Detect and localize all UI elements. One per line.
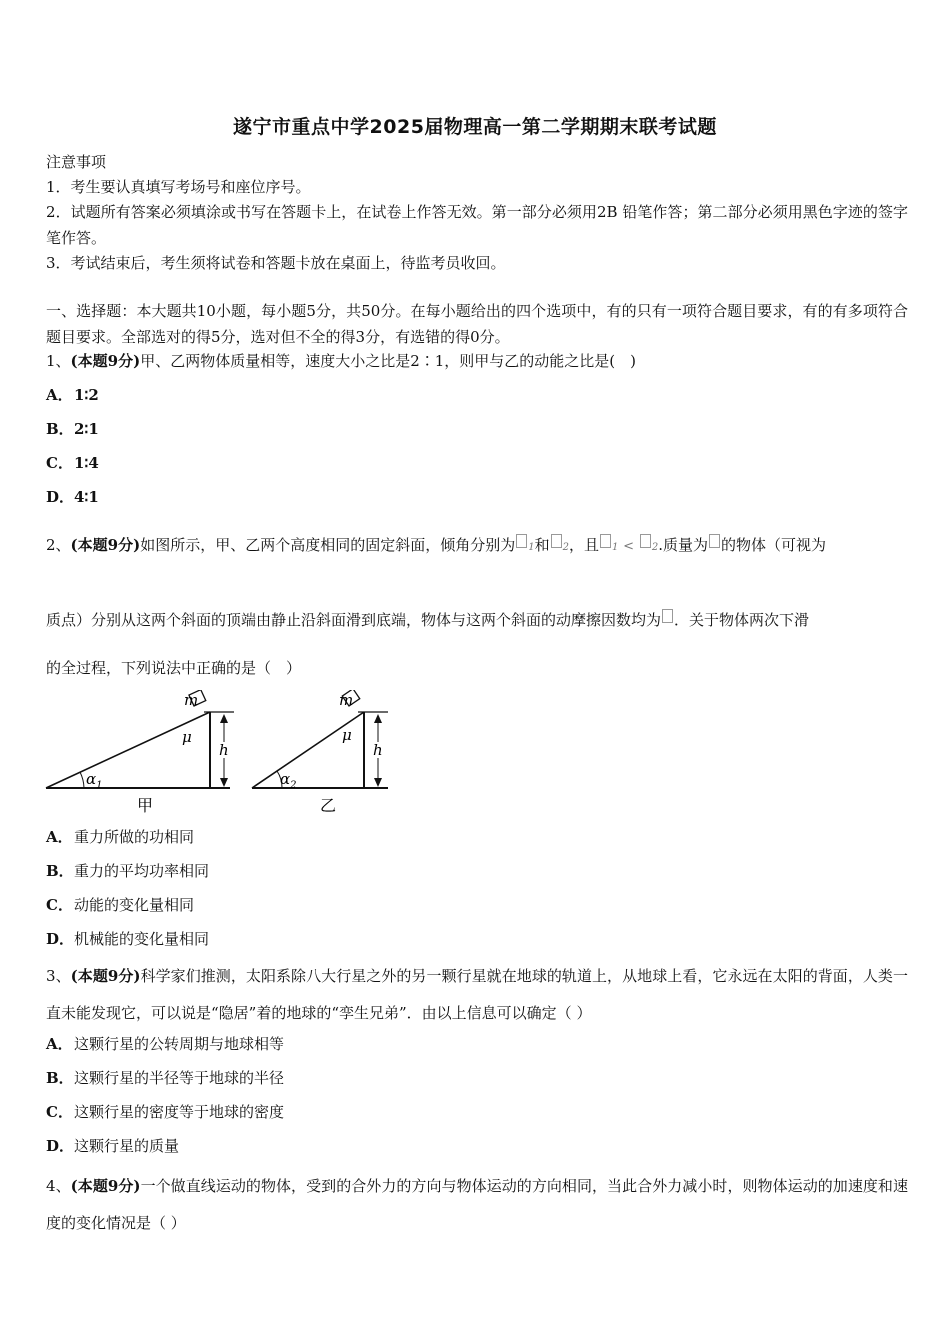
subscript: 2 bbox=[651, 542, 659, 553]
page-title: 遂宁市重点中学2025届物理高一第二学期期末联考试题 bbox=[233, 116, 717, 138]
question-number: 1、 bbox=[46, 352, 71, 370]
arrow-head-up bbox=[374, 714, 382, 723]
question-text: 科学家们推测，太阳系除八大行星之外的另一颗行星就在地球的轨道上，从地球上看，它永远在太阳的背面，人类一直未能发现它，可以说是“隐居”着的地球的“孪生兄弟”．由以上信息可以确定（ ） bbox=[46, 967, 908, 1022]
question-2-stem-line-1 bbox=[46, 534, 826, 559]
option-text: 这颗行星的公转周期与地球相等 bbox=[74, 1035, 285, 1053]
question-2-stem-line-3: 的全过程，下列说法中正确的是（ ） bbox=[46, 659, 302, 677]
question-3-option-c[interactable] bbox=[46, 1101, 284, 1123]
option-label: A． bbox=[46, 828, 73, 846]
option-label: A． bbox=[46, 1035, 73, 1053]
question-2-stem-line-2 bbox=[46, 609, 809, 631]
option-text: 重力所做的功相同 bbox=[74, 828, 195, 846]
question-3-stem bbox=[46, 958, 908, 1032]
question-3-option-b[interactable] bbox=[46, 1067, 284, 1089]
option-label: A． bbox=[46, 386, 73, 404]
question-tag: (本题9分) bbox=[70, 536, 141, 554]
option-text: 重力的平均功率相同 bbox=[74, 862, 210, 880]
question-1-option-a[interactable] bbox=[46, 384, 99, 406]
option-label: C． bbox=[46, 896, 73, 914]
question-1-stem bbox=[46, 350, 636, 372]
height-label: h bbox=[373, 741, 383, 759]
option-text: 2∶1 bbox=[74, 420, 99, 438]
notice-item-2: 2．试题所有答案必须填涂或书写在答题卡上，在试卷上作答无效。第一部分必须用2B 铅笔作答；第二部分必须用黑色字迹的签字笔作答。 bbox=[46, 203, 908, 247]
option-text: 4∶1 bbox=[74, 488, 99, 506]
option-text: 这颗行星的质量 bbox=[74, 1137, 180, 1155]
question-2-option-d[interactable] bbox=[46, 928, 209, 950]
figure-label-right: 乙 bbox=[320, 796, 337, 815]
option-label: D． bbox=[46, 930, 75, 948]
option-text: 1∶2 bbox=[74, 386, 99, 404]
question-text: 和 bbox=[534, 536, 550, 554]
option-label: C． bbox=[46, 1103, 73, 1121]
alpha-symbol-placeholder bbox=[551, 534, 562, 548]
question-2-option-a[interactable] bbox=[46, 826, 194, 848]
option-label: C． bbox=[46, 454, 73, 472]
alpha-symbol-placeholder bbox=[600, 534, 611, 548]
question-2-option-c[interactable] bbox=[46, 894, 194, 916]
question-text: 一个做直线运动的物体，受到的合外力的方向与物体运动的方向相同，当此合外力减小时，则物体运动的加速度和速度的变化情况是（ ） bbox=[46, 1177, 908, 1232]
mass-label: m bbox=[339, 691, 354, 709]
question-4-stem bbox=[46, 1168, 908, 1242]
question-tag: (本题9分) bbox=[70, 967, 141, 985]
option-text: 这颗行星的密度等于地球的密度 bbox=[74, 1103, 285, 1121]
question-number: 2、 bbox=[46, 536, 71, 554]
mass-symbol-placeholder bbox=[709, 534, 720, 548]
option-label: B． bbox=[46, 420, 74, 438]
question-1-option-d[interactable] bbox=[46, 486, 99, 508]
incline-figure bbox=[44, 690, 394, 818]
alpha-symbol-placeholder bbox=[516, 534, 527, 548]
subscript: 2 bbox=[562, 542, 569, 553]
option-label: B． bbox=[46, 1069, 74, 1087]
option-text: 动能的变化量相同 bbox=[74, 896, 195, 914]
alpha-symbol-placeholder bbox=[640, 534, 651, 548]
question-1-option-c[interactable] bbox=[46, 452, 99, 474]
option-label: B． bbox=[46, 862, 74, 880]
incline-right bbox=[252, 690, 388, 815]
question-1-option-b[interactable] bbox=[46, 418, 99, 440]
mu-symbol-placeholder bbox=[662, 609, 673, 623]
question-tag: (本题9分) bbox=[70, 1177, 141, 1195]
notice-item-1: 1．考生要认真填写考场号和座位序号。 bbox=[46, 178, 311, 196]
question-text: ，且 bbox=[568, 536, 599, 554]
incline-left-slope bbox=[46, 712, 210, 788]
option-text: 这颗行星的半径等于地球的半径 bbox=[74, 1069, 285, 1087]
mu-label: μ bbox=[342, 726, 352, 744]
subscript: 1 bbox=[611, 542, 619, 553]
question-text: ．关于物体两次下滑 bbox=[674, 611, 810, 629]
question-number: 3、 bbox=[46, 967, 71, 985]
figure-label-left: 甲 bbox=[137, 796, 154, 815]
question-2-option-b[interactable] bbox=[46, 860, 209, 882]
mass-label: m bbox=[184, 691, 199, 709]
notice-item-3: 3．考试结束后，考生须将试卷和答题卡放在桌面上，待监考员收回。 bbox=[46, 254, 506, 272]
less-than-symbol: < bbox=[623, 539, 635, 554]
incline-right-slope bbox=[252, 712, 364, 788]
arrow-head-down bbox=[220, 778, 228, 787]
option-text: 1∶4 bbox=[74, 454, 99, 472]
question-3-option-d[interactable] bbox=[46, 1135, 179, 1157]
option-text: 机械能的变化量相同 bbox=[74, 930, 210, 948]
question-text: .质量为 bbox=[658, 536, 708, 554]
angle-label: $\alpha_2$ bbox=[280, 770, 297, 791]
mu-label: μ bbox=[182, 728, 192, 746]
option-label: D． bbox=[46, 488, 75, 506]
angle-arc bbox=[80, 772, 84, 788]
question-3-option-a[interactable] bbox=[46, 1033, 284, 1055]
arrow-head-up bbox=[220, 714, 228, 723]
question-text: 质点）分别从这两个斜面的顶端由静止沿斜面滑到底端，物体与这两个斜面的动摩擦因数均为 bbox=[46, 611, 662, 629]
subscript: 1 bbox=[528, 542, 535, 553]
incline-left bbox=[46, 690, 234, 815]
notice-heading: 注意事项 bbox=[46, 153, 107, 171]
question-text: 的物体（可视为 bbox=[720, 536, 826, 554]
question-number: 4、 bbox=[46, 1177, 71, 1195]
option-label: D． bbox=[46, 1137, 75, 1155]
question-text: 如图所示，甲、乙两个高度相同的固定斜面，倾角分别为 bbox=[140, 536, 516, 554]
arrow-head-down bbox=[374, 778, 382, 787]
section-intro: 一、选择题：本大题共10小题，每小题5分，共50分。在每小题给出的四个选项中，有的只有一项符合题目要求，有的有多项符合题目要求。全部选对的得5分，选对但不全的得3分，有选错的得0分。 bbox=[46, 302, 908, 346]
question-text: 甲、乙两物体质量相等，速度大小之比是2∶1，则甲与乙的动能之比是( ) bbox=[140, 352, 636, 370]
question-tag: (本题9分) bbox=[70, 352, 141, 370]
height-label: h bbox=[219, 741, 229, 759]
angle-label: $\alpha_1$ bbox=[86, 770, 103, 791]
